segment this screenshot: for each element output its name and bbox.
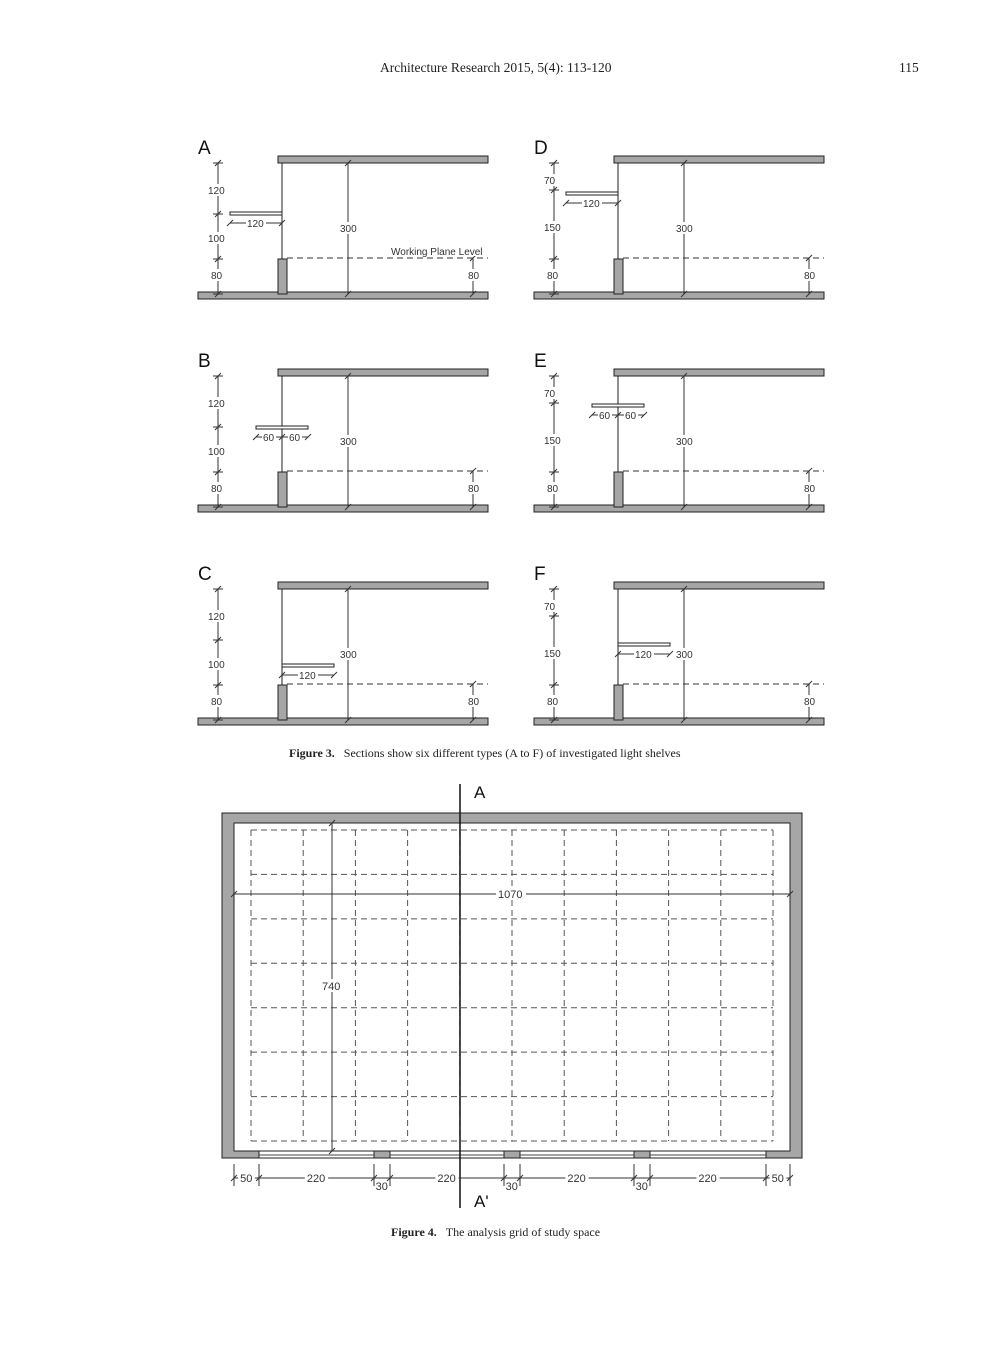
section-letter: F: [534, 564, 546, 585]
bottom-dimension-3: 220: [437, 1173, 456, 1185]
sill-dimension: 80: [547, 697, 559, 708]
figure-4-caption: [391, 1225, 600, 1240]
shelf-dimension-right: 60: [289, 433, 301, 444]
lower-dimension: 100: [208, 234, 225, 245]
lower-dimension: 100: [208, 660, 225, 671]
working-plane-label: Working Plane Level: [391, 247, 483, 258]
right-dimension: 80: [468, 484, 480, 495]
bottom-dimension-2: 30: [375, 1181, 388, 1193]
bottom-dimension-7: 220: [698, 1173, 717, 1185]
bottom-dimension-0: 50: [240, 1173, 253, 1185]
bottom-dimension-8: 50: [771, 1173, 784, 1185]
section-letter: C: [198, 564, 212, 585]
bottom-dimension-1: 220: [306, 1173, 326, 1185]
upper-dimension: 70: [544, 176, 556, 187]
shelf-dimension-left: 60: [599, 411, 611, 422]
shelf-dimension: 120: [299, 671, 316, 682]
shelf-dimension-left: 60: [263, 433, 275, 444]
lower-dimension: 150: [544, 436, 561, 447]
sill-dimension: 80: [211, 697, 223, 708]
journal-citation: Architecture Research 2015, 5(4): 113-120: [380, 60, 612, 75]
bottom-dimension-5: 220: [567, 1173, 586, 1185]
shelf-dimension: 120: [635, 650, 652, 661]
height-dimension: 300: [340, 437, 357, 448]
right-dimension: 80: [468, 271, 480, 282]
upper-dimension: 120: [208, 612, 225, 623]
bottom-dimension-4: 30: [505, 1181, 518, 1193]
shelf-dimension-right: 60: [625, 411, 637, 422]
right-dimension: 80: [804, 484, 816, 495]
lower-dimension: 150: [544, 649, 561, 660]
height-dimension: 300: [676, 437, 693, 448]
figure-3-caption-text: Sections show six different types (A to F) of investigated light shelves: [343, 746, 681, 760]
height-dimension: 300: [676, 650, 693, 661]
lower-dimension: 100: [208, 447, 225, 458]
bottom-dimension-6: 30: [635, 1181, 648, 1193]
width-dimension: 1070: [498, 889, 523, 901]
section-letter: E: [534, 351, 547, 372]
section-letter: A: [198, 138, 211, 159]
height-dimension: 300: [340, 224, 357, 235]
right-dimension: 80: [804, 271, 816, 282]
height-dimension: 300: [676, 224, 693, 235]
figure-4-caption-text: The analysis grid of study space: [445, 1225, 601, 1239]
right-dimension: 80: [468, 697, 480, 708]
lower-dimension: 150: [544, 223, 561, 234]
right-dimension: 80: [804, 697, 816, 708]
sill-dimension: 80: [547, 271, 559, 282]
upper-dimension: 120: [208, 186, 225, 197]
section-label-bottom: A': [474, 1192, 489, 1211]
figure-3-label: Figure 3.: [289, 746, 335, 760]
upper-dimension: 70: [544, 389, 556, 400]
depth-dimension: 740: [322, 981, 341, 993]
upper-dimension: 120: [208, 399, 225, 410]
sill-dimension: 80: [547, 484, 559, 495]
section-letter: D: [534, 138, 548, 159]
shelf-dimension: 120: [583, 199, 600, 210]
page-number: 115: [899, 60, 919, 75]
figure-4-label: Figure 4.: [391, 1225, 437, 1239]
section-letter: B: [198, 351, 211, 372]
section-label-top: A: [474, 783, 486, 802]
sill-dimension: 80: [211, 484, 223, 495]
sill-dimension: 80: [211, 271, 223, 282]
upper-dimension: 70: [544, 602, 556, 613]
shelf-dimension: 120: [247, 219, 264, 230]
height-dimension: 300: [340, 650, 357, 661]
